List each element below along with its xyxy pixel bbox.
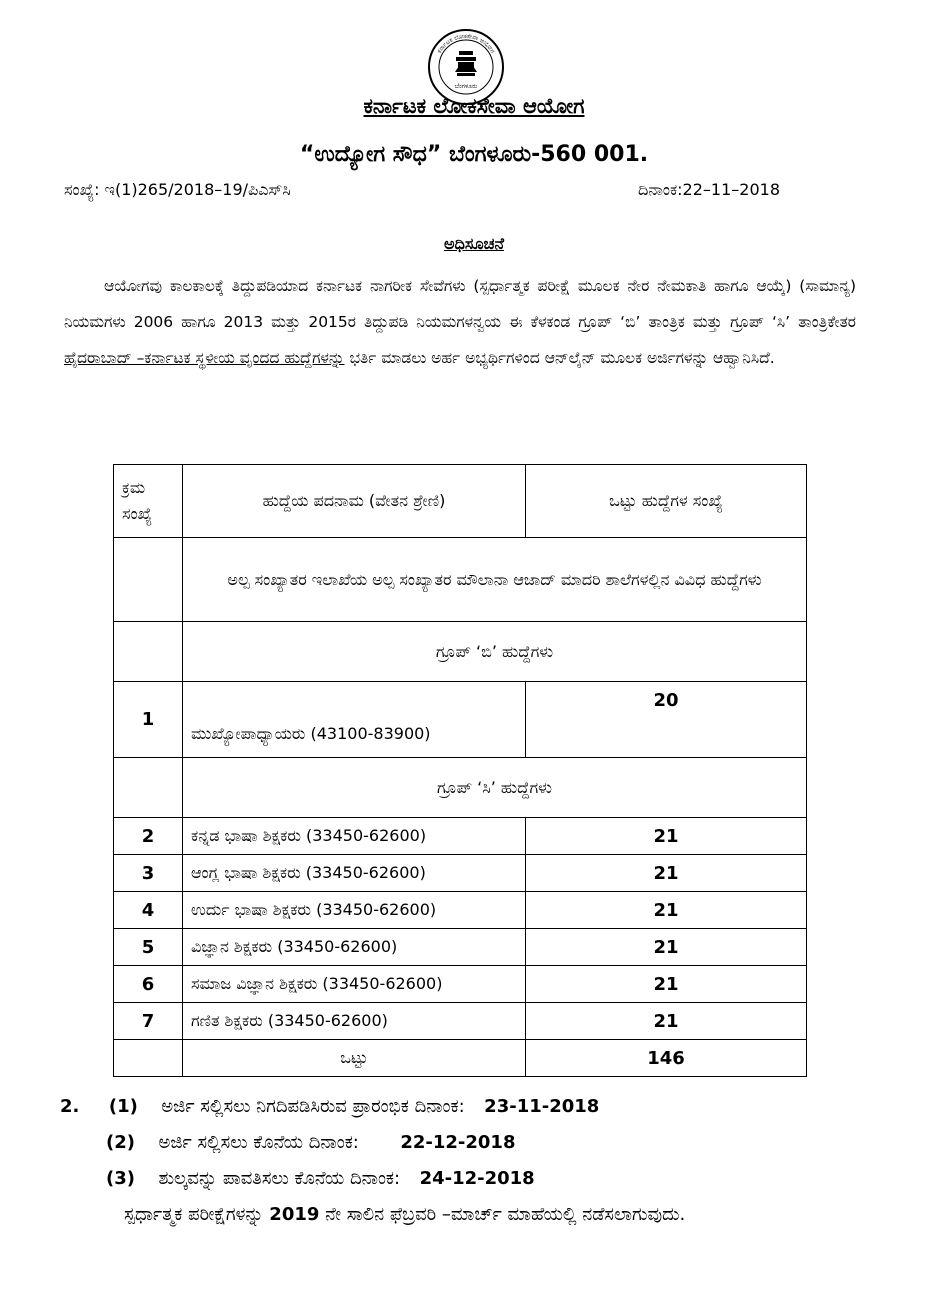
row-sno: 7 — [114, 1003, 183, 1040]
notification-paragraph — [64, 268, 856, 376]
posts-table — [113, 464, 807, 1077]
row-sno: 1 — [114, 682, 183, 758]
reference-number: ಸಂಖ್ಯೆ: ಇ(1)265/2018–19/ಪಿಎಸ್‌ಸಿ — [64, 180, 291, 199]
row-post-count: 21 — [526, 818, 807, 855]
row-post-count: 20 — [526, 682, 807, 758]
paragraph-text-2: ಭರ್ತಿ ಮಾಡಲು ಅರ್ಹ ಅಭ್ಯರ್ಥಿಗಳಿಂದ ಆನ್‌ಲೈನ್ ಮೂಲಕ ಅರ್ಜಿಗಳನ್ನು ಆಹ್ವಾನಿಸಿದೆ. — [344, 349, 775, 367]
paragraph-text-1: ಆಯೋಗವು ಕಾಲಕಾಲಕ್ಕೆ ತಿದ್ದುಪಡಿಯಾದ ಕರ್ನಾಟಕ ನಾಗರೀಕ ಸೇವೆಗಳು (ಸ್ಪರ್ಧಾತ್ಮಕ ಪರೀಕ್ಷೆ ಮೂಲಕ ನೇರ ನೇಮಕಾತಿ ಹಾಗೂ ಆಯ್ಕೆ) (ಸಾಮಾನ್ಯ) ನಿಯಮಗಳು 2006 ಹಾಗೂ 2013 ಮತ್ತು 2015ರ ತಿದ್ದುಪಡಿ ನಿಯಮಗಳನ್ವಯ ಈ ಕೆಳಕಂಡ ಗ್ರೂಪ್ ‘ಬಿ’ ತಾಂತ್ರಿಕ ಮತ್ತು ಗ್ರೂಪ್ ‘ಸಿ’ ತಾಂತ್ರಿಕೇತರ — [64, 277, 856, 331]
date-item-num: (3) — [106, 1168, 135, 1189]
table-row — [114, 1003, 807, 1040]
table-row — [114, 966, 807, 1003]
table-row — [114, 892, 807, 929]
date-item-label: ಅರ್ಜಿ ಸಲ್ಲಿಸಲು ನಿಗದಿಪಡಿಸಿರುವ ಪ್ರಾರಂಭಿಕ ದಿನಾಂಕ: — [161, 1096, 465, 1117]
date-item-value: 22-12-2018 — [400, 1132, 516, 1153]
header-post-name: ಹುದ್ದೆಯ ಪದನಾಮ (ವೇತನ ಶ್ರೇಣಿ) — [183, 465, 526, 538]
row-post-name: ಕನ್ನಡ ಭಾಷಾ ಶಿಕ್ಷಕರು (33450-62600) — [183, 818, 526, 855]
exam-note-post: ನೇ ಸಾಲಿನ ಫೆಬ್ರವರಿ –ಮಾರ್ಚ್ ಮಾಹೆಯಲ್ಲಿ ನಡೆಸಲಾಗುವುದು. — [319, 1204, 686, 1225]
notification-heading: ಅಧಿಸೂಚನೆ — [443, 234, 505, 253]
date-item-value: 24-12-2018 — [419, 1168, 535, 1189]
paragraph-underlined: ಹೈದರಾಬಾದ್ –ಕರ್ನಾಟಕ ಸ್ಥಳೀಯ ವೃಂದದ ಹುದ್ದೆಗಳನ್ನು — [64, 349, 345, 367]
row-post-count: 21 — [526, 855, 807, 892]
date-item-num: (1) — [108, 1096, 138, 1117]
dates-line-3 — [106, 1168, 535, 1189]
row-post-name: ಉರ್ದು ಭಾಷಾ ಶಿಕ್ಷಕರು (33450-62600) — [183, 892, 526, 929]
section-title: ಅಲ್ಪ ಸಂಖ್ಯಾತರ ಇಲಾಖೆಯ ಅಲ್ಪ ಸಂಖ್ಯಾತರ ಮೌಲಾನಾ ಆಜಾದ್ ಮಾದರಿ ಶಾಲೆಗಳಲ್ಲಿನ ವಿವಿಧ ಹುದ್ದೆಗಳು — [183, 538, 807, 622]
total-value: 146 — [526, 1040, 807, 1077]
section-title-row — [114, 538, 807, 622]
row-post-name: ವಿಜ್ಞಾನ ಶಿಕ್ಷಕರು (33450-62600) — [183, 929, 526, 966]
exam-note — [124, 1204, 685, 1225]
reference-date: ದಿನಾಂಕ:22–11–2018 — [638, 180, 780, 199]
table-row — [114, 929, 807, 966]
row-sno: 2 — [114, 818, 183, 855]
header-post-count: ಒಟ್ಟು ಹುದ್ದೆಗಳ ಸಂಖ್ಯೆ — [526, 465, 807, 538]
commission-address: “ಉದ್ಯೋಗ ಸೌಧ” ಬೆಂಗಳೂರು-560 001. — [299, 142, 649, 167]
exam-note-year: 2019 — [269, 1204, 320, 1225]
date-item-value: 23-11-2018 — [484, 1096, 600, 1117]
row-post-name: ಸಮಾಜ ವಿಜ್ಞಾನ ಶಿಕ್ಷಕರು (33450-62600) — [183, 966, 526, 1003]
exam-note-pre: ಸ್ಪರ್ಧಾತ್ಮಕ ಪರೀಕ್ಷೆಗಳನ್ನು — [124, 1204, 270, 1225]
dates-line-2 — [106, 1132, 515, 1153]
row-sno: 4 — [114, 892, 183, 929]
date-item-num: (2) — [106, 1132, 135, 1153]
section-number: 2. — [60, 1096, 80, 1117]
table-header-row — [114, 465, 807, 538]
group-b-title: ಗ್ರೂಪ್ ‘ಬಿ’ ಹುದ್ದೆಗಳು — [183, 622, 807, 682]
row-post-count: 21 — [526, 966, 807, 1003]
row-post-name: ಮುಖ್ಯೋಪಾಧ್ಯಾಯರು (43100-83900) — [183, 682, 526, 758]
row-sno: 3 — [114, 855, 183, 892]
row-post-name: ಗಣಿತ ಶಿಕ್ಷಕರು (33450-62600) — [183, 1003, 526, 1040]
date-item-label: ಅರ್ಜಿ ಸಲ್ಲಿಸಲು ಕೊನೆಯ ದಿನಾಂಕ: — [158, 1132, 359, 1153]
row-post-count: 21 — [526, 1003, 807, 1040]
date-item-label: ಶುಲ್ಕವನ್ನು ಪಾವತಿಸಲು ಕೊನೆಯ ದಿನಾಂಕ: — [158, 1168, 401, 1189]
total-row — [114, 1040, 807, 1077]
total-label: ಒಟ್ಟು — [183, 1040, 526, 1077]
group-c-title: ಗ್ರೂಪ್ ‘ಸಿ’ ಹುದ್ದೆಗಳು — [183, 758, 807, 818]
dates-line-1 — [60, 1096, 599, 1117]
row-post-name: ಆಂಗ್ಲ ಭಾಷಾ ಶಿಕ್ಷಕರು (33450-62600) — [183, 855, 526, 892]
row-sno: 6 — [114, 966, 183, 1003]
row-post-count: 21 — [526, 929, 807, 966]
group-b-title-row — [114, 622, 807, 682]
emblem-text: ಕರ್ನಾಟಕ ಲೋಕಸೇವಾ ಆಯೋಗ — [436, 32, 496, 55]
table-row — [114, 682, 807, 758]
group-c-title-row — [114, 758, 807, 818]
row-sno: 5 — [114, 929, 183, 966]
table-row — [114, 818, 807, 855]
header-sno: ಕ್ರಮ ಸಂಖ್ಯೆ — [114, 465, 183, 538]
reference-row — [64, 180, 780, 200]
row-post-count: 21 — [526, 892, 807, 929]
svg-text:ಬೆಂಗಳೂರು: ಬೆಂಗಳೂರು — [454, 83, 478, 90]
table-row — [114, 855, 807, 892]
commission-name: ಕರ್ನಾಟಕ ಲೋಕಸೇವಾ ಆಯೋಗ — [363, 94, 585, 118]
